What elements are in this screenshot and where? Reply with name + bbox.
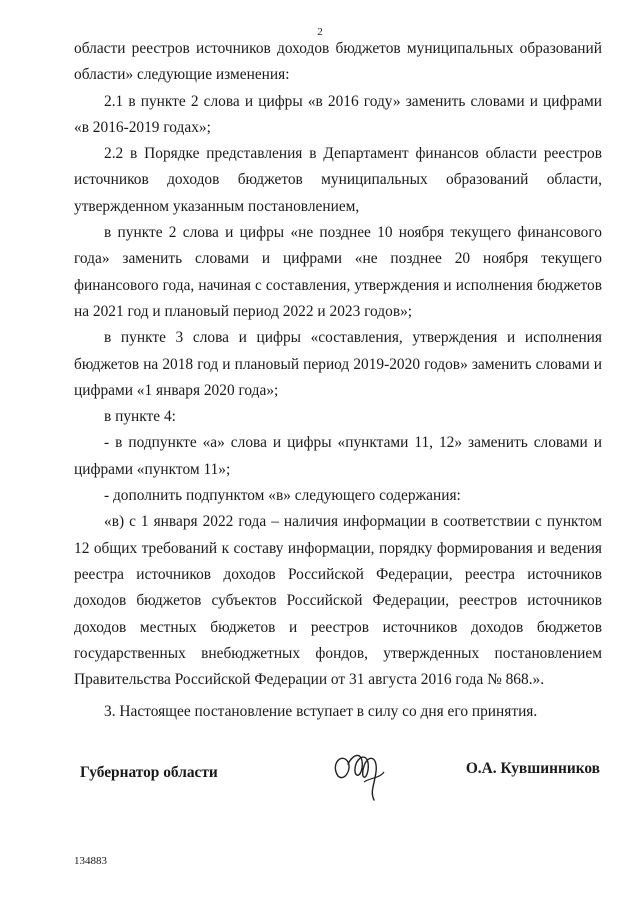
signature-block bbox=[80, 760, 600, 800]
paragraph-point-2: в пункте 2 слова и цифры «не позднее 10 ноября текущего финансового года» заменить словами и цифрами «не позднее 20 ноября текущего финансового года, начиная с составления, утверждения и исполнения бюджетов на 2021 год и плановый период 2022 и 2023 годов»; bbox=[74, 224, 602, 320]
paragraph-intro: области реестров источников доходов бюджетов муниципальных образований области» следующие изменения: bbox=[74, 40, 602, 84]
document-body bbox=[74, 36, 602, 726]
page-number: 2 bbox=[317, 26, 323, 38]
paragraph-effective: 3. Настоящее постановление вступает в силу со дня его принятия. bbox=[104, 703, 538, 721]
paragraph-subpoint-add: - дополнить подпунктом «в» следующего содержания: bbox=[104, 487, 461, 505]
document-code: 134883 bbox=[74, 855, 107, 867]
paragraph-point-3: в пункте 3 слова и цифры «составления, утверждения и исполнения бюджетов на 2018 год и плановый период 2019-2020 годов» заменить словами и цифрами «1 января 2020 года»; bbox=[74, 329, 602, 399]
signature-icon bbox=[324, 742, 404, 802]
paragraph-2-2: 2.2 в Порядке представления в Департамент финансов области реестров источников доходов бюджетов муниципальных образований области, утвержденном указанным постановлением, bbox=[74, 145, 602, 215]
paragraph-2-1: 2.1 в пункте 2 слова и цифры «в 2016 году» заменить словами и цифрами «в 2016-2019 годах»; bbox=[74, 92, 602, 136]
paragraph-point-4: в пункте 4: bbox=[104, 408, 176, 426]
signatory-name: О.А. Кувшинников bbox=[465, 760, 600, 777]
paragraph-subpoint-a: - в подпункте «а» слова и цифры «пунктами 11, 12» заменить словами и цифрами «пунктом 11»; bbox=[74, 434, 602, 478]
paragraph-subpoint-v: «в) с 1 января 2022 года – наличия информации в соответствии с пунктом 12 общих требований к составу информации, порядку формирования и ведения реестра источников доходов Российской Федерации, реестра источников доходов бюджетов субъектов Российской Федерации, реестров источников доходов местных бюджетов и реестров источников доходов бюджетов государственных внебюджетных фондов, утвержденных постановлением Правительства Российской Федерации от 31 августа 2016 года № 868.». bbox=[74, 513, 602, 689]
signatory-title: Губернатор области bbox=[80, 764, 218, 781]
